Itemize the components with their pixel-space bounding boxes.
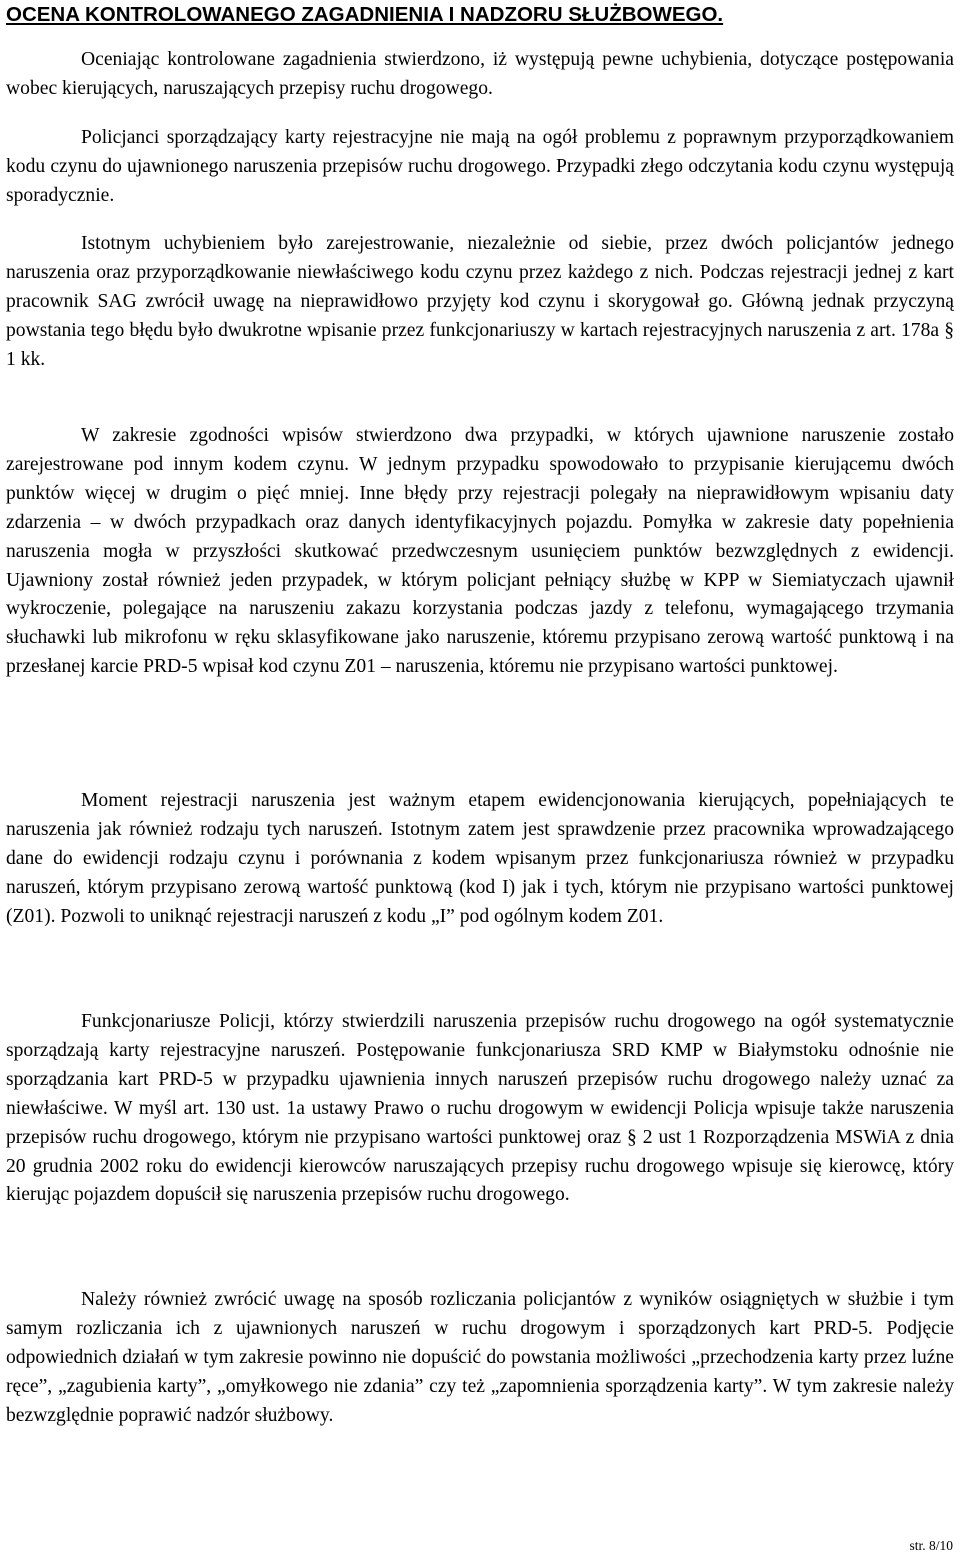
paragraph-5: Moment rejestracji naruszenia jest ważnym etapem ewidencjonowania kierujących, popełniających te naruszenia jak również rodzaju tych naruszeń. Istotnym zatem jest sprawdzenie przez pracownika wprowadzającego dane do ewidencji rodzaju czynu i porównania z kodem wpisanym przez funkcjonariusza również w przypadku naruszeń, którym przypisano zerową wartość punktową (kod I) jak i tych, którym nie przypisano wartości punktowej (Z01). Pozwoli to uniknąć rejestracji naruszeń z kodu „I” pod ogólnym kodem Z01. — [6, 790, 954, 927]
paragraph-4: W zakresie zgodności wpisów stwierdzono dwa przypadki, w których ujawnione naruszenie zostało zarejestrowane pod innym kodem czynu. W jednym przypadku spowodowało to przypisanie kierującemu dwóch punktów więcej w drugim o pięć mniej. Inne błędy przy rejestracji polegały na nieprawidłowym wpisaniu daty zdarzenia – w dwóch przypadkach oraz danych identyfikacyjnych pojazdu. Pomyłka w zakresie daty popełnienia naruszenia mogła w przyszłości skutkować przedwczesnym usunięciem punktów bezwzględnych z ewidencji. Ujawniony został również jeden przypadek, w którym policjant pełniący służbę w KPP w Siemiatyczach ujawnił wykroczenie, polegające na naruszeniu zakazu korzystania podczas jazdy z telefonu, wymagającego trzymania słuchawki lub mikrofonu w ręku sklasyfikowane jako naruszenie, któremu przypisano zerową wartość punktową i na przesłanej karcie PRD-5 wpisał kod czynu Z01 – naruszenia, któremu nie przypisano wartości punktowej. — [6, 425, 954, 678]
paragraph-6: Funkcjonariusze Policji, którzy stwierdzili naruszenia przepisów ruchu drogowego na ogół systematycznie sporządzają karty rejestracyjne naruszeń. Postępowanie funkcjonariusza SRD KMP w Białymstoku odnośnie nie sporządzania kart PRD-5 w przypadku ujawnienia innych naruszeń przepisów ruchu drogowego należy uznać za niewłaściwe. W myśl art. 130 ust. 1a ustawy Prawo o ruchu drogowym w ewidencji Policja wpisuje także naruszenia przepisów ruchu drogowego, którym nie przypisano wartości punktowej oraz § 2 ust 1 Rozporządzenia MSWiA z dnia 20 grudnia 2002 roku do ewidencji kierowców naruszających przepisy ruchu drogowego wpisuje się kierowcę, który kierując pojazdem dopuścił się naruszenia przepisów ruchu drogowego. — [6, 1011, 954, 1206]
paragraph-2: Policjanci sporządzający karty rejestracyjne nie mają na ogół problemu z poprawnym przyporządkowaniem kodu czynu do ujawnionego naruszenia przepisów ruchu drogowego. Przypadki złego odczytania kodu czynu występują sporadycznie. — [6, 127, 954, 206]
paragraph-3: Istotnym uchybieniem było zarejestrowanie, niezależnie od siebie, przez dwóch policjantów jednego naruszenia oraz przyporządkowanie niewłaściwego kodu czynu przez każdego z nich. Podczas rejestracji jednej z kart pracownik SAG zwrócił uwagę na nieprawidłowo przyjęty kod czynu i skorygował go. Główną jednak przyczyną powstania tego błędu było dwukrotne wpisanie przez funkcjonariuszy w kartach rejestracyjnych naruszenia z art. 178a § 1 kk. — [6, 233, 954, 370]
paragraph-7: Należy również zwrócić uwagę na sposób rozliczania policjantów z wyników osiągniętych w służbie i tym samym rozliczania ich z ujawnionych naruszeń w ruchu drogowym i sporządzonych kart PRD-5. Podjęcie odpowiednich działań w tym zakresie powinno nie dopuścić do powstania możliwości „przechodzenia karty przez luźne ręce”, „zagubienia karty”, „omyłkowego nie zdania” czy też „zapomnienia sporządzenia karty”. W tym zakresie należy bezwzględnie poprawić nadzór służbowy. — [6, 1289, 954, 1426]
document-title: OCENA KONTROLOWANEGO ZAGADNIENIA I NADZORU SŁUŻBOWEGO. — [6, 3, 724, 26]
paragraph-1: Oceniając kontrolowane zagadnienia stwierdzono, iż występują pewne uchybienia, dotyczące postępowania wobec kierujących, naruszających przepisy ruchu drogowego. — [6, 49, 954, 99]
page-number: str. 8/10 — [909, 1538, 953, 1553]
